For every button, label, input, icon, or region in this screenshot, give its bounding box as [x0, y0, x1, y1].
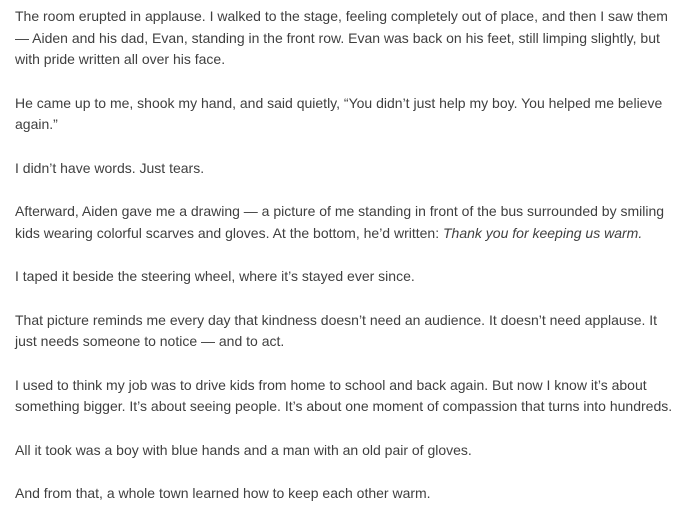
- story-paragraph-6: That picture reminds me every day that kindness doesn’t need an audience. It doesn’t need applause. It just needs someone to notice — and to act.: [15, 311, 658, 349]
- story-paragraph-9: And from that, a whole town learned how to keep each other warm.: [15, 485, 431, 501]
- story-paragraph-5: I taped it beside the steering wheel, where it’s stayed ever since.: [15, 268, 415, 284]
- story-paragraph-2: He came up to me, shook my hand, and said quietly, “You didn’t just help my boy. You helped me believe again.”: [15, 94, 663, 132]
- story-paragraph-8: All it took was a boy with blue hands and a man with an old pair of gloves.: [15, 441, 472, 458]
- story-paragraph-4-lead: Afterward, Aiden gave me a drawing — a picture of me standing in front of the bus surrounded by smiling kids wearing colorful scarves and gloves. At the bottom, he’d written:: [15, 203, 665, 241]
- story-paragraph-1: The room erupted in applause. I walked to the stage, feeling completely out of place, and then I saw them — Aiden and his dad, Evan, standing in the front row. Evan was back on his feet, still limping slightly, but with pride written all over his face.: [15, 8, 668, 67]
- story-paragraph-3: I didn’t have words. Just tears.: [15, 159, 205, 176]
- handwritten-note-text: Thank you for keeping us warm.: [443, 224, 643, 241]
- story-paragraph-4: [15, 201, 675, 244]
- story-paragraph-7: I used to think my job was to drive kids from home to school and back again. But now I know it’s about something bigger. It’s about seeing people. It’s about one moment of compassion that turns into hundreds.: [15, 376, 673, 414]
